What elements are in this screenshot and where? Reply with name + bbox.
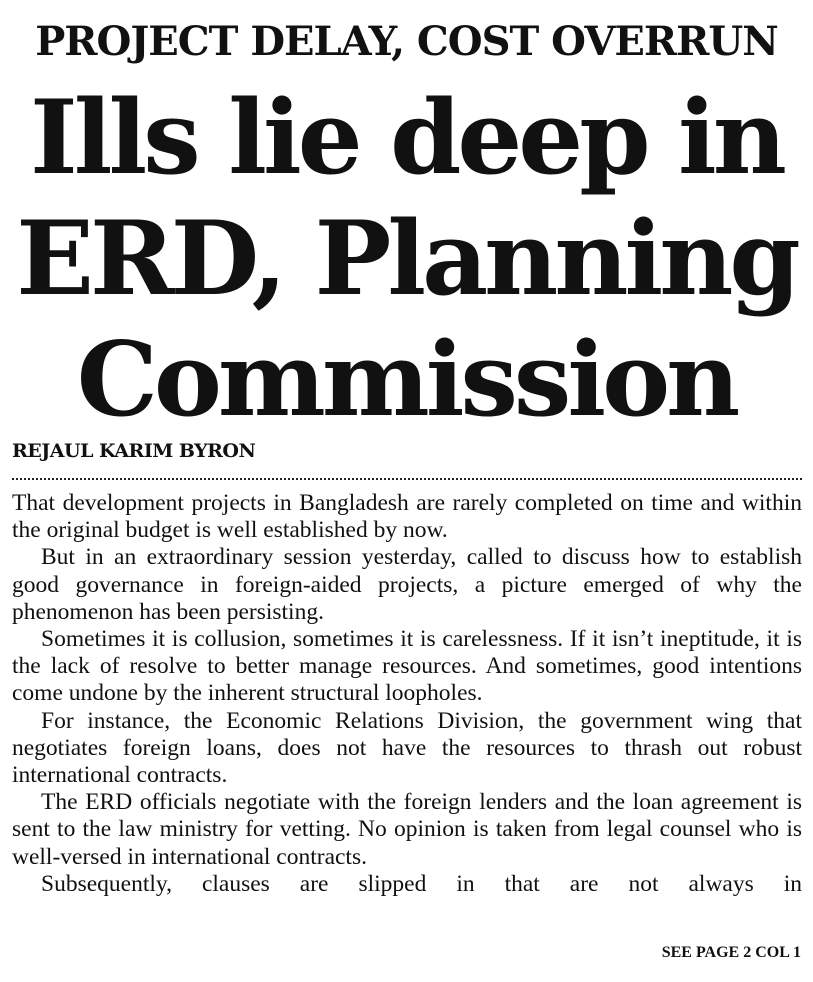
paragraph: But in an extraordinary session yesterday, called to discuss how to establish good governance in foreign-aided projects, a picture emerged of why the phenomenon has been persisting.: [12, 544, 802, 625]
headline-line: Ills lie deep in: [30, 78, 783, 198]
headline: [0, 78, 813, 441]
byline: REJAUL KARIM BYRON: [12, 440, 256, 462]
dotted-divider: [12, 478, 802, 480]
kicker: PROJECT DELAY, COST OVERRUN: [35, 18, 778, 65]
paragraph: Sometimes it is collusion, sometimes it is carelessness. If it isn’t ineptitude, it is the lack of resolve to better manage resources. And sometimes, good intentions come undone by the inherent structural loopholes.: [12, 626, 802, 707]
headline-line: Commission: [76, 320, 737, 440]
paragraph: Subsequently, clauses are slipped in that are not always in: [41, 870, 802, 897]
article-body: [12, 490, 802, 898]
jump-line: SEE PAGE 2 COL 1: [661, 944, 801, 961]
paragraph: That development projects in Bangladesh are rarely completed on time and within the original budget is well established by now.: [12, 490, 802, 544]
paragraph: The ERD officials negotiate with the foreign lenders and the loan agreement is sent to the law ministry for vetting. No opinion is taken from legal counsel who is well-versed in international contracts.: [12, 789, 802, 870]
headline-line: ERD, Planning: [16, 199, 797, 319]
paragraph: For instance, the Economic Relations Division, the government wing that negotiates foreign loans, does not have the resources to thrash out robust international contracts.: [12, 707, 802, 789]
